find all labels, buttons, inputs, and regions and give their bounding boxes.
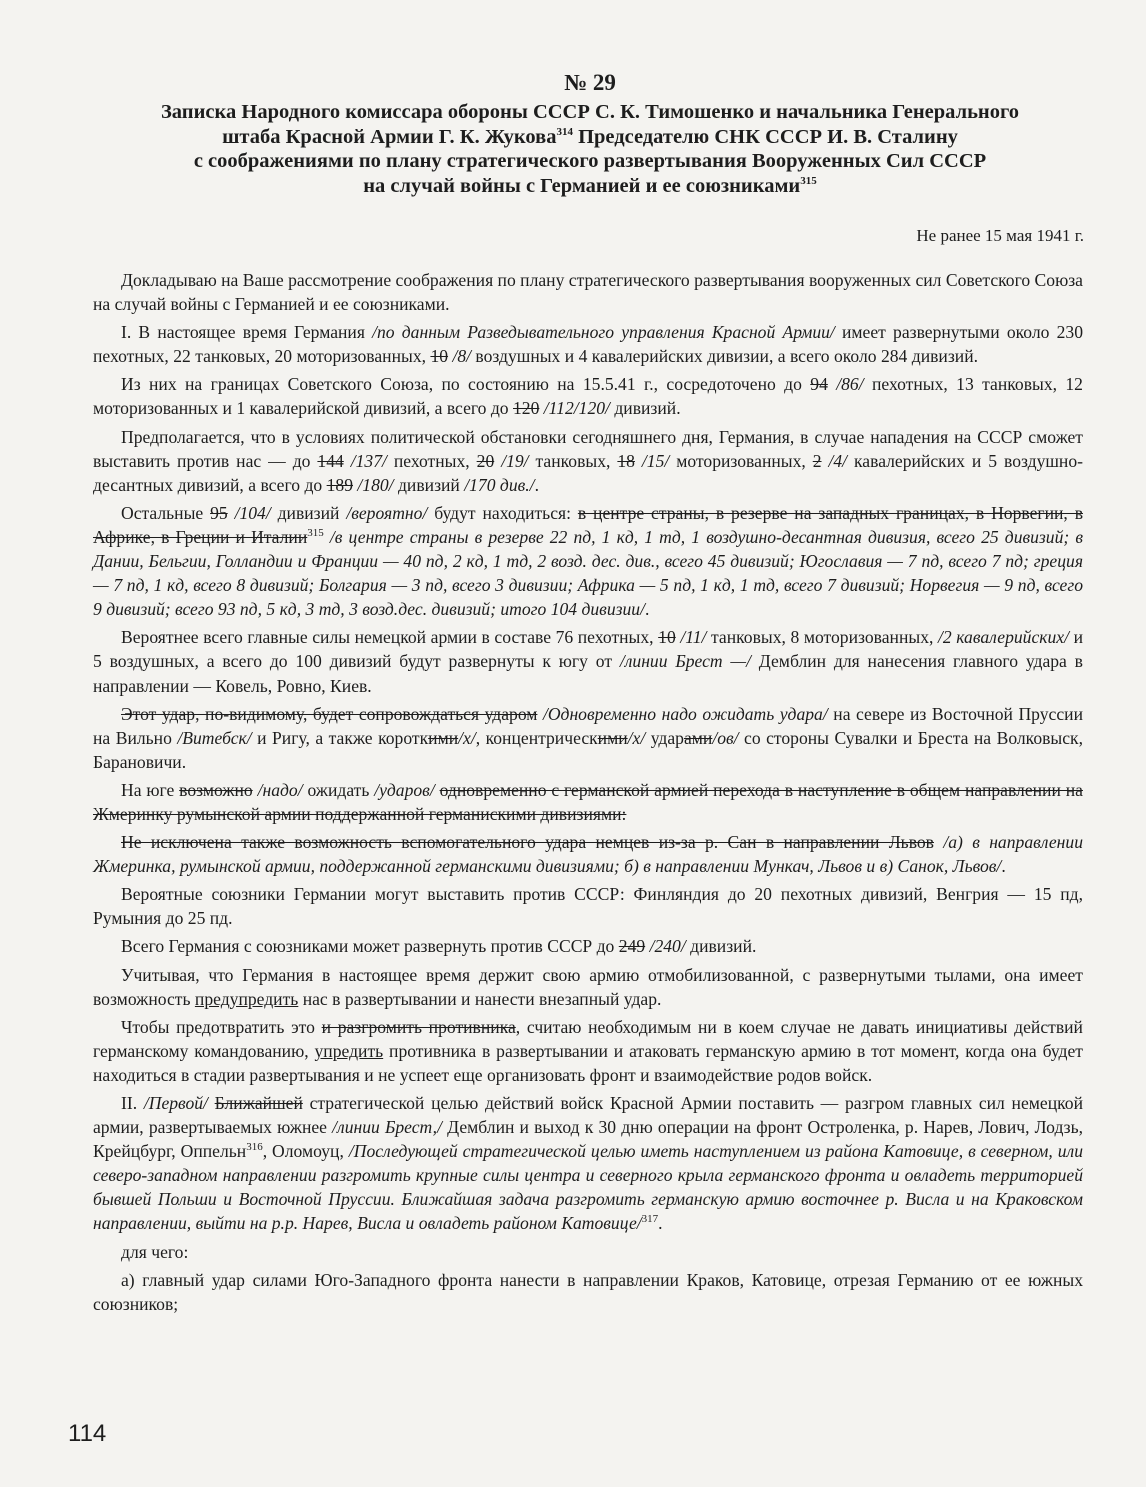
text-run: . (658, 1213, 663, 1234)
text-run: . (534, 474, 539, 495)
paragraph (93, 268, 1083, 316)
text-run: воздушных и 4 кавалерийских дивизии, а всего около 284 дивизий. (471, 346, 979, 367)
handwritten-insertion: /вероятно/ (346, 502, 428, 523)
handwritten-insertion: /4/ (828, 450, 848, 471)
struck-text: 94 (810, 374, 828, 395)
struck-text: 20 (476, 450, 495, 471)
text-run: , считаю необходимым ни в коем случае не давать инициативы действий германскому командованию, (93, 1016, 1083, 1061)
paragraph (93, 501, 1083, 621)
text-run: I. В настоящее время Германия (121, 322, 373, 343)
struck-text: 249 (618, 936, 646, 957)
handwritten-insertion: /надо/ (257, 779, 303, 800)
handwritten-insertion: /линии Брест,/ (332, 1117, 442, 1138)
paragraph (93, 320, 1083, 368)
text-run: На юге (121, 779, 180, 800)
text-run: нас в развертывании и нанести внезапный удар. (298, 988, 662, 1009)
text-run: и 5 воздушных, а всего до 100 дивизий будут развернуты к югу от (93, 627, 1083, 672)
handwritten-insertion: /112/120/ (543, 398, 610, 419)
text-run: для чего: (121, 1241, 189, 1262)
text-run: Всего Германия с союзниками может развернуть против СССР до (121, 936, 619, 957)
handwritten-insertion: /Одновременно надо ожидать удара/ (542, 703, 828, 724)
struck-text: ими (428, 727, 459, 748)
title-line: с соображениями по плану стратегического развертывания Вооруженных Сил СССР (193, 150, 987, 173)
handwritten-insertion: /15/ (641, 450, 670, 471)
footnote-ref: 314 (556, 125, 573, 138)
paragraph (93, 963, 1083, 1011)
text-run: моторизованных, (669, 450, 813, 471)
text-run: имеет развернутыми около 230 пехотных, 22 танковых, 20 моторизованных, (93, 322, 1083, 367)
struck-text: ими (597, 727, 628, 748)
struck-text: Не исключена также возможность вспомогательного удара немцев из-за р. Сан в направлении Львов (121, 832, 934, 853)
text-run (208, 1093, 215, 1113)
struck-text: 144 (317, 450, 344, 471)
text-run: противника в развертывании и атаковать германскую армию в тот момент, когда она будет находиться в стадии развертывания и не успеет еще организовать фронт и взаимодействие родов войск. (93, 1040, 1083, 1085)
struck-text: одновременно с германской армией перехода в наступление в общем направлении на Жмеринку румынской армии поддержанной германискими дивизиями: (93, 779, 1083, 824)
text-run (344, 451, 351, 471)
title-line: на случай войны с Германией и ее союзниками$^{315}$ (363, 174, 817, 197)
text-run: танковых, 8 моторизованных, (706, 627, 938, 648)
footnote-ref: 315 (800, 174, 817, 187)
handwritten-insertion: /Витебск/ (177, 727, 252, 748)
text-run: пехотных, (386, 450, 477, 471)
text-run: Вероятные союзники Германии могут выставить против СССР: Финляндия до 20 пехотных дивизий, Венгрия — 15 пд, Румыния до 25 пд. (93, 884, 1083, 929)
paragraph (93, 372, 1083, 420)
text-run: на севере из Восточной Пруссии на Вильно (93, 703, 1083, 748)
struck-text: 10 (430, 346, 449, 367)
paragraph (93, 778, 1083, 826)
text-run (828, 374, 836, 394)
text-run: со стороны Сувалки и Бреста на Волковыск, Барановичи. (93, 727, 1084, 772)
text-run: ожидать (302, 779, 375, 800)
handwritten-insertion: /линии Брест —/ (619, 651, 751, 672)
text-run: дивизий. (609, 398, 681, 419)
struck-text: 10 (658, 627, 676, 648)
text-run: , концентрическ (475, 727, 598, 748)
page-number: 114 (68, 1420, 107, 1447)
text-run: а) главный удар силами Юго-Западного фронта нанести в направлении Краков, Катовице, отрезая Германию от ее южных союзников; (93, 1269, 1083, 1314)
handwritten-insertion: /в центре страны в резерве 22 пд, 1 кд, 1 тд, 1 воздушно-десантная дивизия, всего 25 дивизий; в Дании, Бельгии, Голландии и Франции — 40 пд, 2 кд, 1 тд, 2 возд. дес. див., всего 45 дивизий; Югославия — 7 пд, всего 7 пд; греция — 7 пд, 1 кд, всего 8 дивизий; Болгария — 3 пд, всего 3 дивизии; Африка — 5 пд, 1 кд, 1 тд, всего 7 дивизий; Норвегия — 9 пд, всего 9 дивизий; всего 93 пд, 5 кд, 3 тд, 3 возд.дес. дивизий; итого 104 дивизии/ (93, 526, 1083, 620)
struck-text: возможно (179, 779, 253, 800)
footnote-ref: 315 (307, 527, 324, 540)
text-run: и Ригу, а также коротк (251, 727, 429, 748)
handwritten-insertion: /Последующей стратегической целью иметь наступлением из района Катовице, в северном, или северо-западном направлении разгромить крупные силы центра и северного крыла германского фронта и овладеть территорией бывшей Польши и Восточной Пруссии. Ближайшая задача разгромить германскую армию восточнее р. Висла и на Краковском направлении, выйти на р.р. Нарев, Висла и овладеть районом Катовице/ (93, 1141, 1084, 1234)
text-run: Из них на границах Советского Союза, по состоянию на 15.5.41 г., сосредоточено до (121, 374, 811, 395)
handwritten-insertion: /19/ (501, 450, 529, 471)
text-run: будут находиться: (427, 502, 578, 523)
handwritten-insertion: /2 кавалерийских/ (937, 627, 1069, 648)
text-run: Чтобы предотвратить это (121, 1016, 322, 1037)
text-run: . (1001, 856, 1006, 877)
document-number: № 29 (564, 70, 616, 95)
handwritten-insertion: /х/ (458, 727, 476, 748)
document-date: Не ранее 15 мая 1941 г. (916, 226, 1084, 245)
handwritten-insertion: /а) в направлении Жмеринка, румынской армии, поддержанной германскими дивизиями; б) в направлении Мункач, Львов и в) Санок, Львов/ (93, 832, 1083, 877)
paragraph (93, 882, 1083, 930)
text-run (228, 503, 235, 523)
paragraph (93, 830, 1083, 878)
underlined-text: предупредить (194, 988, 299, 1009)
text-run: , Оломоуц, (262, 1141, 349, 1162)
struck-text: в центре страны, в резерве на западных границах, в Норвегии, в Африке, в Греции и Италии (93, 502, 1083, 547)
text-run: Учитывая, что Германия в настоящее время держит свою армию отмобилизованной, с развернутыми тылами, она имеет возможность (93, 964, 1083, 1009)
paragraph (93, 1091, 1083, 1236)
text-run: . (644, 599, 650, 620)
paragraph (93, 934, 1083, 958)
title-line: штаба Красной Армии Г. К. Жукова$^{314}$ Председателю СНК СССР И. В. Сталину (222, 125, 958, 148)
struck-text: 95 (210, 502, 228, 523)
struck-text: 120 (513, 398, 540, 419)
text-run (822, 451, 829, 471)
handwritten-insertion: /180/ (357, 474, 394, 495)
handwritten-insertion: /Первой/ (143, 1093, 208, 1113)
paragraph (93, 702, 1083, 774)
text-run: Предполагается, что в условиях политической обстановки сегодняшнего дня, Германия, в случае нападения на СССР сможет выставить против нас — до (93, 426, 1083, 471)
text-run (635, 451, 642, 471)
handwritten-insertion: /ударов/ (374, 779, 435, 800)
struck-text: 189 (326, 474, 353, 495)
handwritten-insertion: /ов/ (712, 727, 739, 748)
handwritten-insertion: /137/ (350, 450, 387, 471)
paragraph (93, 1268, 1083, 1316)
text-run: удар (645, 727, 684, 748)
paragraph (93, 625, 1083, 697)
handwritten-insertion: /240/ (649, 936, 686, 957)
text-run: Вероятнее всего главные силы немецкой армии в составе 76 пехотных, (121, 627, 659, 648)
paragraph (93, 425, 1083, 497)
handwritten-insertion: /86/ (836, 374, 864, 395)
text-run: Остальные (121, 502, 211, 523)
handwritten-insertion: /170 див./ (464, 474, 535, 495)
handwritten-insertion: /8/ (452, 346, 472, 367)
struck-text: и разгромить противника (321, 1016, 516, 1037)
text-run: Демблин и выход к 30 дню операции на фронт Остроленка, р. Нарев, Лович, Лодзь, Крейцбург, Оппельн (93, 1117, 1083, 1162)
text-run: дивизий (270, 502, 347, 523)
struck-text: 18 (617, 450, 635, 471)
struck-text: Ближайшей (214, 1093, 303, 1113)
text-run: Демблин для нанесения главного удара в направлении — Ковель, Ровно, Киев. (93, 651, 1083, 696)
handwritten-insertion: /х/ (627, 727, 646, 748)
paragraph (93, 1015, 1083, 1087)
text-run: стратегической целью действий войск Красной Армии поставить — разгром главных сил немецкой армии, развертываемых южнее (93, 1093, 1083, 1138)
handwritten-insertion: /по данным Разведывательного управления Красной Армии/ (372, 322, 835, 343)
document-body (93, 268, 1083, 1320)
footnote-ref: 317 (641, 1213, 659, 1226)
text-run: Докладываю на Ваше рассмотрение соображения по плану стратегического развертывания вооруженных сил Советского Союза на случай войны с Германией и ее союзниками. (93, 270, 1083, 315)
paragraph (93, 1240, 1083, 1264)
struck-text: ами (683, 727, 713, 748)
title-line: Записка Народного комиссара обороны СССР С. К. Тимошенко и начальника Генерального (160, 101, 1020, 123)
text-run: дивизий (393, 474, 465, 495)
underlined-text: упредить (314, 1040, 384, 1061)
text-run: танковых, (528, 450, 618, 471)
struck-text: Этот удар, по-видимому, будет сопровождаться ударом (121, 703, 538, 724)
struck-text: 2 (812, 450, 822, 471)
text-run: кавалерийских и 5 воздушно-десантных дивизий, а всего до (93, 450, 1083, 495)
handwritten-insertion: /104/ (234, 502, 271, 523)
handwritten-insertion: /11/ (680, 627, 707, 648)
text-run (934, 832, 943, 852)
text-run: II. (121, 1093, 144, 1113)
text-run: пехотных, 13 танковых, 12 моторизованных и 1 кавалерийской дивизий, а всего до (93, 374, 1083, 419)
text-run: дивизий. (685, 936, 757, 957)
footnote-ref: 316 (246, 1141, 263, 1154)
document-title (90, 100, 1090, 198)
